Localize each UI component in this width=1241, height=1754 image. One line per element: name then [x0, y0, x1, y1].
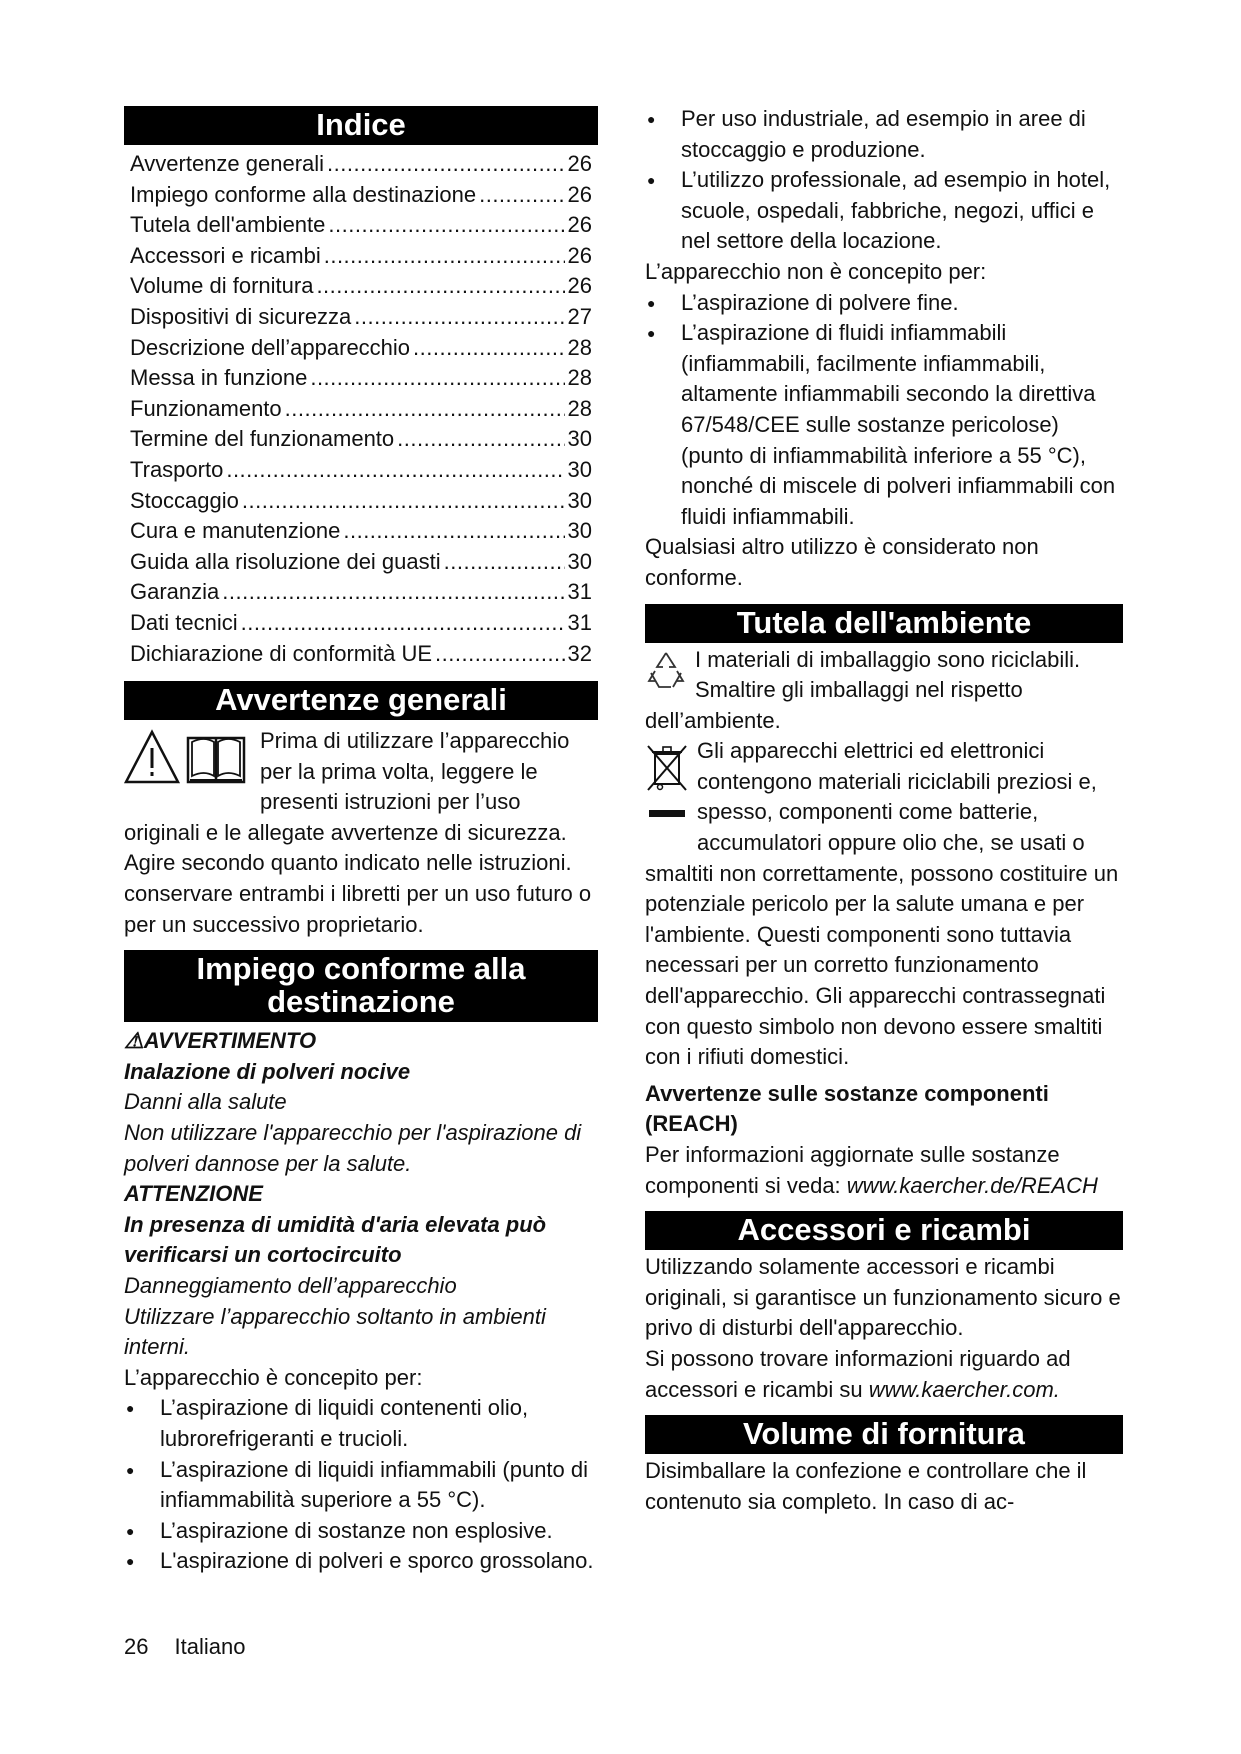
toc-entry[interactable]	[130, 363, 598, 394]
scope-section	[645, 1454, 1123, 1517]
accessories-section	[645, 1250, 1123, 1405]
environment-heading: Tutela dell'ambiente	[645, 604, 1123, 643]
toc-entry[interactable]	[130, 241, 598, 272]
toc-entry[interactable]	[130, 577, 598, 608]
toc-entry-label: Trasporto	[130, 456, 224, 482]
toc-leader-dots	[226, 455, 564, 486]
small-warning-icon: ⚠	[124, 1028, 144, 1054]
table-of-contents	[124, 145, 598, 681]
toc-leader-dots	[324, 241, 565, 272]
toc-leader-dots	[242, 486, 565, 517]
reach-link[interactable]: www.kaercher.de/REACH	[846, 1172, 1098, 1198]
caution-title: In presenza di umidità d'aria elevata può verificarsi un cortocircuito	[124, 1211, 547, 1268]
toc-entry-label: Stoccaggio	[130, 487, 239, 513]
toc-entry[interactable]	[130, 455, 598, 486]
toc-entry-label: Volume di fornitura	[130, 273, 314, 299]
toc-entry-label: Messa in funzione	[130, 365, 308, 391]
toc-leader-dots	[285, 394, 565, 425]
toc-entry-label: Avvertenze generali	[130, 151, 325, 176]
warning-title: Inalazione di polveri nocive	[124, 1058, 411, 1084]
accessories-text: Utilizzando solamente accessori e ricambi originali, si garantisce un funzionamento sicuro e privo di disturbi dell'apparecchio.	[645, 1254, 1121, 1341]
warning-label-text: AVVERTIMENTO	[143, 1028, 317, 1054]
toc-entry-label: Termine del funzionamento	[130, 426, 395, 452]
toc-leader-dots	[354, 302, 564, 333]
toc-entry-page: 28	[567, 395, 592, 421]
toc-entry-label: Descrizione dell’apparecchio	[130, 334, 411, 360]
toc-entry-page: 28	[567, 365, 592, 391]
toc-entry-page: 26	[567, 212, 592, 238]
toc-leader-dots	[327, 149, 564, 180]
list-item: ● L’utilizzo professionale, ad esempio in hotel, scuole, ospedali, fabbriche, negozi, uffici e nel settore della locazione.	[645, 165, 1123, 257]
recycle-symbol-icon	[645, 649, 687, 693]
toc-entry[interactable]	[130, 271, 598, 302]
warning-label	[124, 1026, 598, 1057]
toc-leader-dots	[222, 577, 564, 608]
toc-entry-label: Garanzia	[130, 579, 220, 605]
warning-book-icon	[124, 728, 252, 786]
toc-leader-dots	[397, 424, 564, 455]
page-number: 26	[124, 1634, 149, 1659]
toc-entry[interactable]	[130, 608, 598, 639]
toc-entry[interactable]	[130, 516, 598, 547]
designed-for-intro: L’apparecchio è concepito per:	[124, 1364, 423, 1390]
toc-entry-page: 30	[567, 548, 592, 574]
list-item: ● L’aspirazione di liquidi infiammabili (punto di infiammabilità superiore a 55 °C).	[124, 1455, 598, 1516]
toc-leader-dots	[413, 333, 564, 364]
accessories-info	[645, 1344, 1123, 1405]
weee-paragraph	[645, 736, 1123, 1073]
reach-paragraph	[645, 1140, 1123, 1201]
right-column	[645, 104, 1123, 1517]
page-footer	[124, 1632, 271, 1663]
toc-entry-label: Impiego conforme alla destinazione	[130, 181, 477, 207]
toc-leader-dots	[479, 180, 564, 211]
toc-entry[interactable]	[130, 639, 598, 670]
intended-use-heading-line1: Impiego conforme alla	[196, 951, 526, 987]
toc-entry-label: Cura e manutenzione	[130, 518, 341, 544]
toc-entry[interactable]	[130, 333, 598, 364]
toc-leader-dots	[328, 210, 564, 241]
accessories-heading: Accessori e ricambi	[645, 1211, 1123, 1250]
intended-use-heading-line2: destinazione	[267, 984, 455, 1020]
left-column	[124, 106, 598, 1577]
list-item: ● L’aspirazione di sostanze non esplosive.	[124, 1516, 598, 1547]
toc-leader-dots	[444, 547, 565, 578]
toc-entry-page: 30	[567, 487, 592, 513]
toc-leader-dots	[310, 363, 564, 394]
caution-action: Utilizzare l’apparecchio soltanto in ambienti interni.	[124, 1303, 546, 1360]
toc-leader-dots	[435, 639, 564, 670]
intended-use-section	[124, 1022, 598, 1577]
list-item: ● L’aspirazione di polvere fine.	[645, 288, 1123, 319]
caution-effect: Danneggiamento dell’apparecchio	[124, 1273, 457, 1298]
intended-use-heading	[124, 950, 598, 1022]
accessories-info-text: Si possono trovare informazioni riguardo ad accessori e ricambi su	[645, 1345, 1071, 1402]
toc-entry-label: Guida alla risoluzione dei guasti	[130, 548, 441, 574]
toc-entry[interactable]	[130, 394, 598, 425]
toc-entry-page: 31	[567, 579, 592, 605]
toc-entry[interactable]	[130, 486, 598, 517]
other-use-text: Qualsiasi altro utilizzo è considerato non conforme.	[645, 534, 1039, 590]
list-item: ● L'aspirazione di polveri e sporco grossolano.	[124, 1546, 598, 1577]
toc-entry-label: Dati tecnici	[130, 609, 238, 635]
toc-entry-page: 26	[567, 151, 592, 176]
toc-entry-page: 30	[567, 426, 592, 452]
uses-list-right	[645, 104, 1123, 257]
list-item: ● L’aspirazione di fluidi infiammabili (infiammabili, facilmente infiammabili, altamente infiammabili secondo la direttiva 67/548/CEE sulle sostanze pericolose) (punto di infiammabilità inferiore a 55 °C), nonché di miscele di polveri infiammabili con fluidi infiammabili.	[645, 318, 1123, 532]
not-designed-for-intro: L’apparecchio non è concepito per:	[645, 258, 987, 284]
toc-entry-page: 28	[567, 334, 592, 360]
toc-entry-page: 26	[567, 181, 592, 207]
toc-entry-label: Tutela dell'ambiente	[130, 212, 326, 238]
general-heading: Avvertenze generali	[124, 681, 598, 720]
uses-list-left	[124, 1393, 598, 1577]
non-uses-list	[645, 288, 1123, 533]
reach-title: Avvertenze sulle sostanze componenti (REACH)	[645, 1080, 1049, 1137]
recycling-icon	[645, 649, 687, 702]
warning-action: Non utilizzare l'apparecchio per l'aspirazione di polveri dannose per la salute.	[124, 1120, 582, 1176]
toc-entry-page: 26	[567, 273, 592, 299]
environment-section	[645, 643, 1123, 1202]
read-manual-warning-icons	[124, 728, 252, 795]
toc-entry-page: 32	[567, 640, 592, 666]
weee-icon	[645, 740, 689, 835]
toc-entry-page: 31	[567, 609, 592, 635]
toc-entry-page: 30	[567, 518, 592, 544]
footer-language: Italiano	[174, 1634, 246, 1659]
toc-entry-label: Funzionamento	[130, 395, 282, 421]
toc-leader-dots	[316, 271, 564, 302]
toc-leader-dots	[241, 608, 565, 639]
toc-entry[interactable]	[130, 149, 598, 180]
toc-entry[interactable]	[130, 424, 598, 455]
toc-entry[interactable]	[130, 180, 598, 211]
toc-entry[interactable]	[130, 302, 598, 333]
toc-entry-page: 27	[567, 303, 592, 329]
crossed-bin-icon	[645, 740, 689, 826]
scope-heading: Volume di fornitura	[645, 1415, 1123, 1454]
toc-leader-dots	[343, 516, 564, 547]
toc-entry[interactable]	[130, 210, 598, 241]
packaging-text: I materiali di imballaggio sono riciclabili. Smaltire gli imballaggi nel rispetto dell’ambiente.	[645, 646, 1081, 733]
toc-entry-label: Dichiarazione di conformità UE	[130, 640, 433, 666]
packaging-paragraph	[645, 645, 1123, 737]
list-item: ● Per uso industriale, ad esempio in aree di stoccaggio e produzione.	[645, 104, 1123, 165]
reach-text: Per informazioni aggiornate sulle sostanze componenti si veda:	[645, 1142, 1060, 1198]
scope-text: Disimballare la confezione e controllare che il contenuto sia completo. In caso di ac-	[645, 1458, 1087, 1514]
toc-entry-label: Dispositivi di sicurezza	[130, 303, 352, 329]
list-item: ● L’aspirazione di liquidi contenenti olio, lubrorefrigeranti e trucioli.	[124, 1393, 598, 1454]
toc-entry-page: 30	[567, 456, 592, 482]
general-text: Prima di utilizzare l’apparecchio per la prima volta, leggere le presenti istruzioni per l’uso originali e le allegate avvertenze di sicurezza. Agire secondo quanto indicato nelle istruzioni. conservare entrambi i libretti per un uso futuro o per un successivo proprietario.	[124, 728, 592, 937]
index-heading: Indice	[124, 106, 598, 145]
warning-effect: Danni alla salute	[124, 1089, 287, 1115]
toc-entry-label: Accessori e ricambi	[130, 242, 321, 268]
toc-entry[interactable]	[130, 547, 598, 578]
accessories-link[interactable]: www.kaercher.com.	[868, 1376, 1060, 1402]
weee-text: Gli apparecchi elettrici ed elettronici contengono materiali riciclabili preziosi e, spesso, componenti come batterie, accumulatori oppure olio che, se usati o smaltiti non correttamente, possono costituire un potenziale pericolo per la salute umana e per l'ambiente. Questi componenti sono tuttavia necessari per un corretto funzionamento dell'apparecchio. Gli apparecchi contrassegnati con questo simbolo non devono essere smaltiti con i rifiuti domestici.	[645, 738, 1119, 1070]
caution-label: ATTENZIONE	[124, 1181, 263, 1207]
toc-entry-page: 26	[567, 242, 592, 268]
general-section	[124, 720, 598, 940]
